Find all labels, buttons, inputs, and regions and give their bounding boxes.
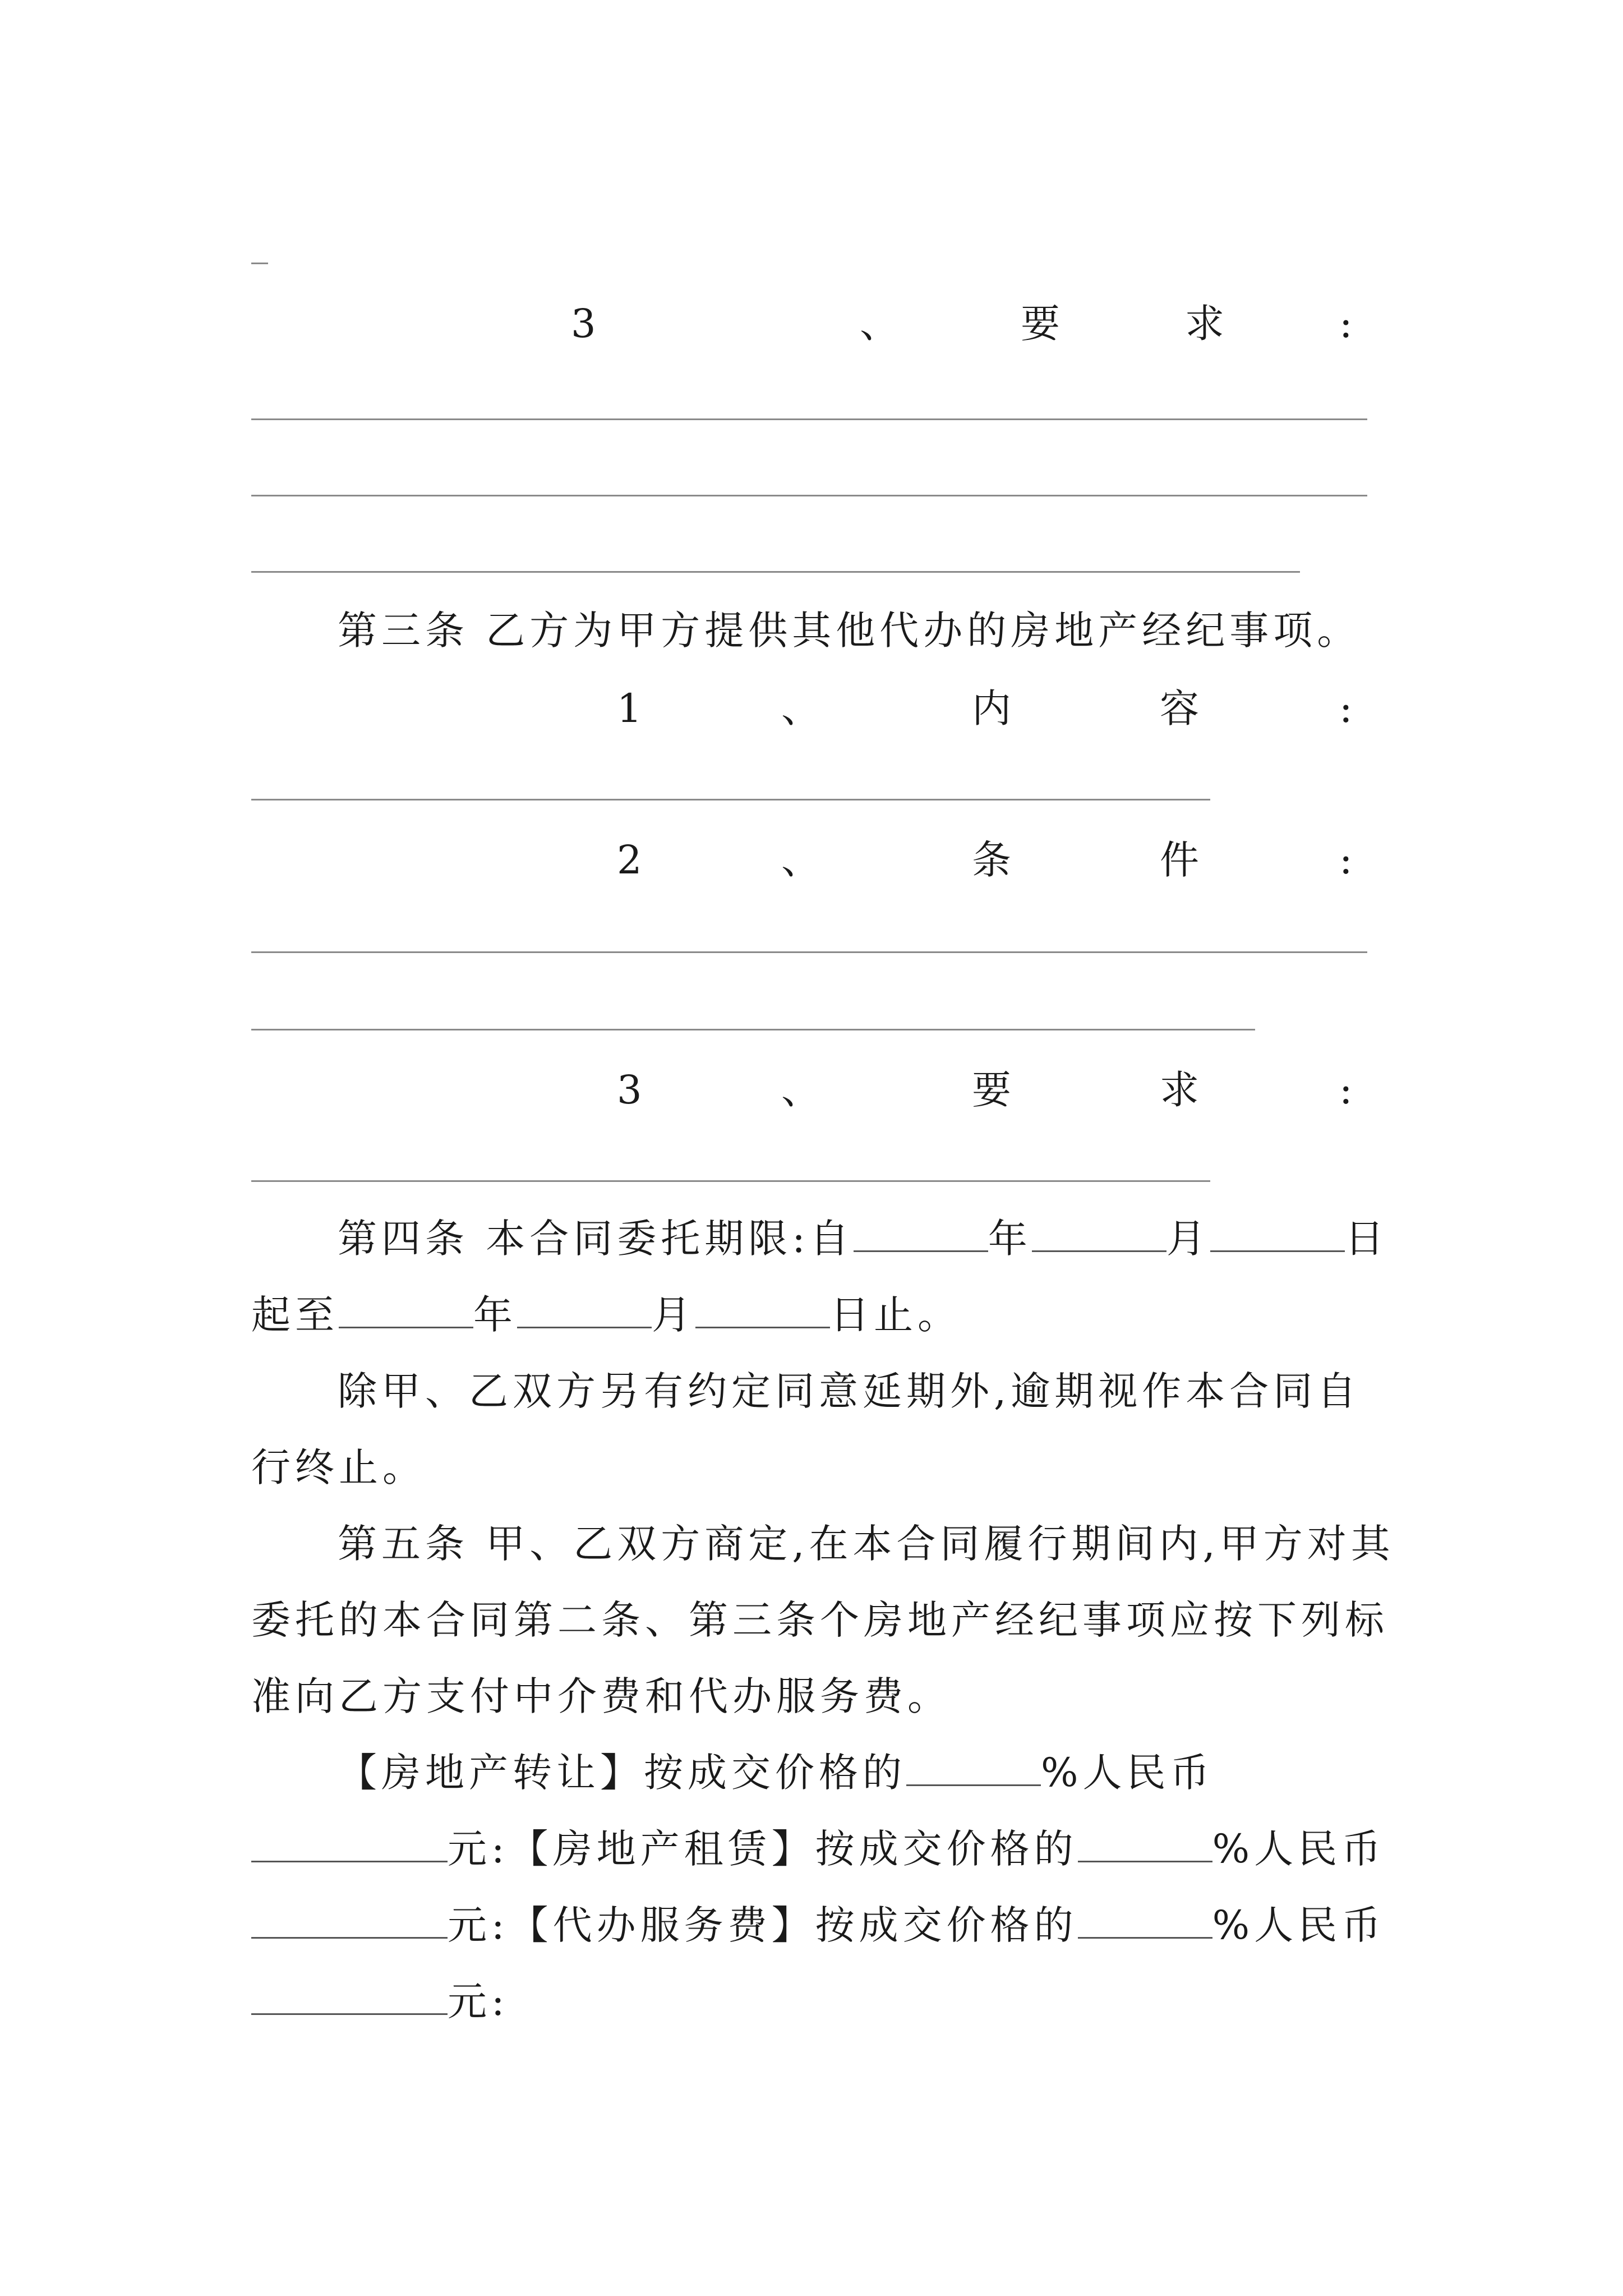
- fee-lease-label: 【房地产租赁】按成交价格的: [509, 1826, 1078, 1872]
- start-year-blank: [854, 1217, 988, 1252]
- item-number: 1: [617, 685, 642, 731]
- item-word-1: 要: [972, 1067, 1011, 1113]
- item-separator: 、: [781, 685, 820, 731]
- year-label: 年: [988, 1216, 1032, 1262]
- fee-transfer-pct-blank: [906, 1751, 1041, 1786]
- item-word-2: 求: [1185, 301, 1224, 347]
- item-colon: :: [1339, 301, 1353, 347]
- fee-service-amount-blank: [251, 1980, 448, 2015]
- month-label: 月: [1166, 1216, 1210, 1262]
- art4-block: [251, 1200, 1395, 2040]
- item-word-1: 要: [1021, 301, 1060, 347]
- item-word-1: 条: [972, 837, 1011, 883]
- fee-transfer-unit: 元:: [448, 1826, 509, 1872]
- art4-lead: 第四条 本合同委托期限:自: [338, 1216, 854, 1262]
- start-day-blank: [1210, 1217, 1345, 1252]
- art3-requirement-row: [251, 1065, 1373, 1115]
- item-word-2: 容: [1160, 685, 1199, 731]
- fee-lease-unit: 元:: [448, 1902, 509, 1948]
- art3-condition-blank-2: [251, 1029, 1255, 1030]
- fee-lease-amount-blank: [251, 1903, 448, 1939]
- item-separator: 、: [781, 837, 820, 883]
- fee-transfer-pct: %人民币: [1041, 1750, 1214, 1796]
- fee-service-label: 【代办服务费】按成交价格的: [509, 1902, 1078, 1948]
- item-number: 3: [571, 301, 596, 347]
- fee-lease-pct-blank: [1078, 1827, 1212, 1862]
- art2-requirement-blank-2: [251, 495, 1367, 496]
- item-separator: 、: [860, 301, 899, 347]
- item-colon: :: [1339, 837, 1353, 883]
- item-word-2: 求: [1160, 1067, 1199, 1113]
- year-label: 年: [473, 1292, 517, 1338]
- art2-requirement-blank-1: [251, 418, 1367, 420]
- art3-title: 第三条 乙方为甲方提供其他代办的房地产经纪事项。: [338, 608, 1361, 654]
- item-separator: 、: [781, 1067, 820, 1113]
- item-colon: :: [1339, 1067, 1353, 1113]
- fee-service-pct: %人民币: [1212, 1902, 1386, 1948]
- art5-fees: [251, 1734, 1395, 2040]
- fee-lease-pct: %人民币: [1212, 1826, 1386, 1872]
- fee-transfer-amount-blank: [251, 1827, 448, 1862]
- fee-service-pct-blank: [1078, 1903, 1212, 1939]
- month-label: 月: [652, 1292, 695, 1338]
- item-word-1: 内: [972, 685, 1011, 731]
- start-month-blank: [1032, 1217, 1166, 1252]
- art3-content-blank: [251, 799, 1210, 800]
- art3-content-row: [251, 683, 1373, 734]
- art5-text: 第五条 甲、乙双方商定,在本合同履行期间内,甲方对其委托的本合同第二条、第三条个房地产经纪事项应按下列标准向乙方支付中介费和代办服务费。: [251, 1521, 1395, 1719]
- art4-term: [251, 1200, 1395, 1353]
- art4-note: 除甲、乙双方另有约定同意延期外,逾期视作本合同自行终止。: [251, 1368, 1361, 1490]
- fee-service-unit: 元:: [448, 1978, 509, 2024]
- art3-condition-row: [251, 835, 1373, 885]
- item-colon: :: [1339, 685, 1353, 731]
- item-number: 2: [617, 837, 642, 883]
- end-year-blank: [339, 1293, 473, 1328]
- art2-requirement-row: [251, 298, 1373, 349]
- item-word-2: 件: [1160, 837, 1199, 883]
- end-month-blank: [517, 1293, 652, 1328]
- item-number: 3: [617, 1067, 642, 1113]
- day-from-label: 日起至: [251, 1216, 1389, 1338]
- end-day-blank: [695, 1293, 830, 1328]
- art3-requirement-blank: [251, 1180, 1210, 1182]
- blank-line-fragment: [251, 263, 268, 264]
- art3-condition-blank-1: [251, 951, 1367, 953]
- art2-requirement-blank-3: [251, 571, 1300, 573]
- fee-transfer-label: 【房地产转让】按成交价格的: [338, 1750, 906, 1796]
- day-to-label: 日止。: [830, 1292, 961, 1338]
